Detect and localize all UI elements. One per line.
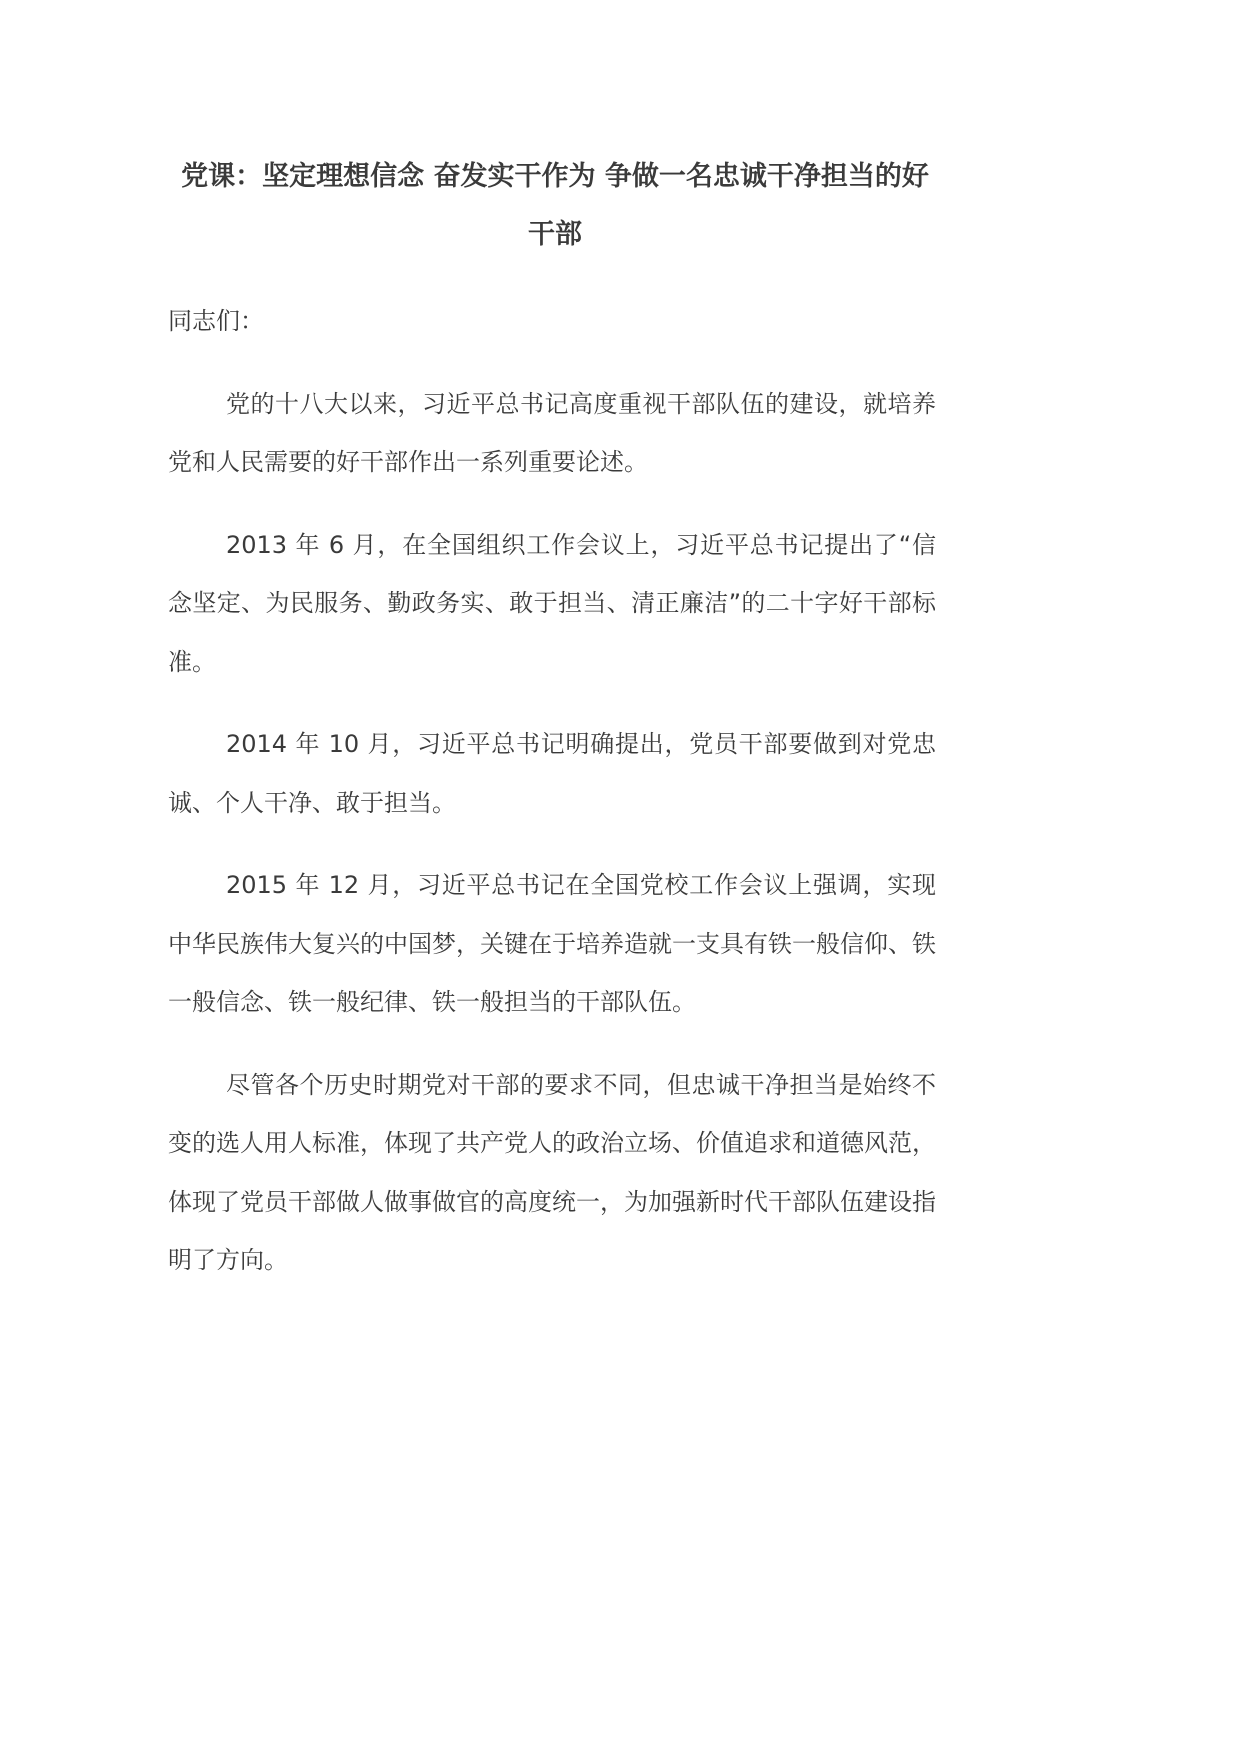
paragraph: 2014 年 10 月，习近平总书记明确提出，党员干部要做到对党忠诚、个人干净、敢于担当。	[168, 730, 936, 817]
paragraph: 党的十八大以来，习近平总书记高度重视干部队伍的建设，就培养党和人民需要的好干部作出一系列重要论述。	[168, 389, 936, 476]
document-body	[168, 292, 936, 1314]
document-title: 党课：坚定理想信念 奋发实干作为 争做一名忠诚干净担当的好干部	[181, 161, 929, 250]
greeting: 同志们：	[168, 307, 264, 335]
paragraph: 2015 年 12 月，习近平总书记在全国党校工作会议上强调，实现中华民族伟大复兴的中国梦，关键在于培养造就一支具有铁一般信仰、铁一般信念、铁一般纪律、铁一般担当的干部队伍。	[168, 871, 936, 1016]
paragraph: 2013 年 6 月，在全国组织工作会议上，习近平总书记提出了“信念坚定、为民服务、勤政务实、敢于担当、清正廉洁”的二十字好干部标准。	[168, 530, 936, 676]
paragraph: 尽管各个历史时期党对干部的要求不同，但忠诚干净担当是始终不变的选人用人标准，体现了共产党人的政治立场、价值追求和道德风范，体现了党员干部做人做事做官的高度统一，为加强新时代干部队伍建设指明了方向。	[168, 1070, 936, 1274]
